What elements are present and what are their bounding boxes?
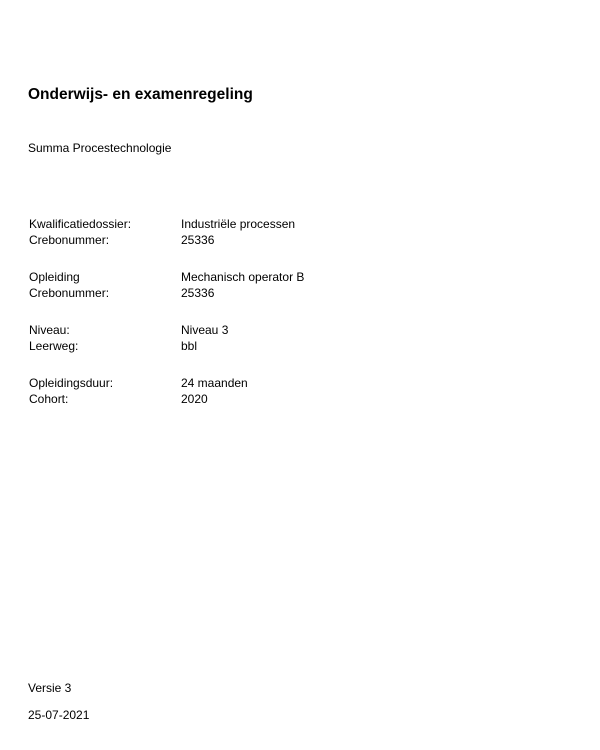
- detail-value: 24 maanden: [181, 376, 248, 390]
- detail-row: [29, 232, 429, 248]
- detail-row: [29, 322, 429, 338]
- detail-label: Crebonummer:: [29, 233, 110, 247]
- detail-row: [29, 375, 429, 391]
- detail-value: Mechanisch operator B: [181, 270, 305, 284]
- detail-row: [29, 269, 429, 285]
- detail-value: 25336: [181, 233, 215, 247]
- detail-value: 25336: [181, 286, 215, 300]
- detail-label: Cohort:: [29, 392, 69, 406]
- detail-label: Opleiding: [29, 270, 80, 284]
- detail-group-education: [29, 269, 429, 301]
- detail-label: Niveau:: [29, 323, 70, 337]
- document-title: Onderwijs- en examenregeling: [28, 86, 253, 103]
- detail-row: [29, 338, 429, 354]
- detail-value: bbl: [181, 339, 198, 353]
- detail-group-level: [29, 322, 429, 354]
- detail-group-qualification: [29, 216, 429, 248]
- detail-label: Kwalificatiedossier:: [29, 217, 132, 231]
- organization-name: Summa Procestechnologie: [28, 141, 172, 155]
- detail-value: Niveau 3: [181, 323, 229, 337]
- detail-label: Crebonummer:: [29, 286, 110, 300]
- detail-label: Leerweg:: [29, 339, 79, 353]
- detail-row: [29, 216, 429, 232]
- detail-value: Industriële processen: [181, 217, 296, 231]
- detail-row: [29, 391, 429, 407]
- detail-value: 2020: [181, 392, 208, 406]
- detail-group-duration: [29, 375, 429, 407]
- detail-row: [29, 285, 429, 301]
- detail-label: Opleidingsduur:: [29, 376, 114, 390]
- date-text: 25-07-2021: [28, 708, 90, 722]
- version-text: Versie 3: [28, 681, 72, 695]
